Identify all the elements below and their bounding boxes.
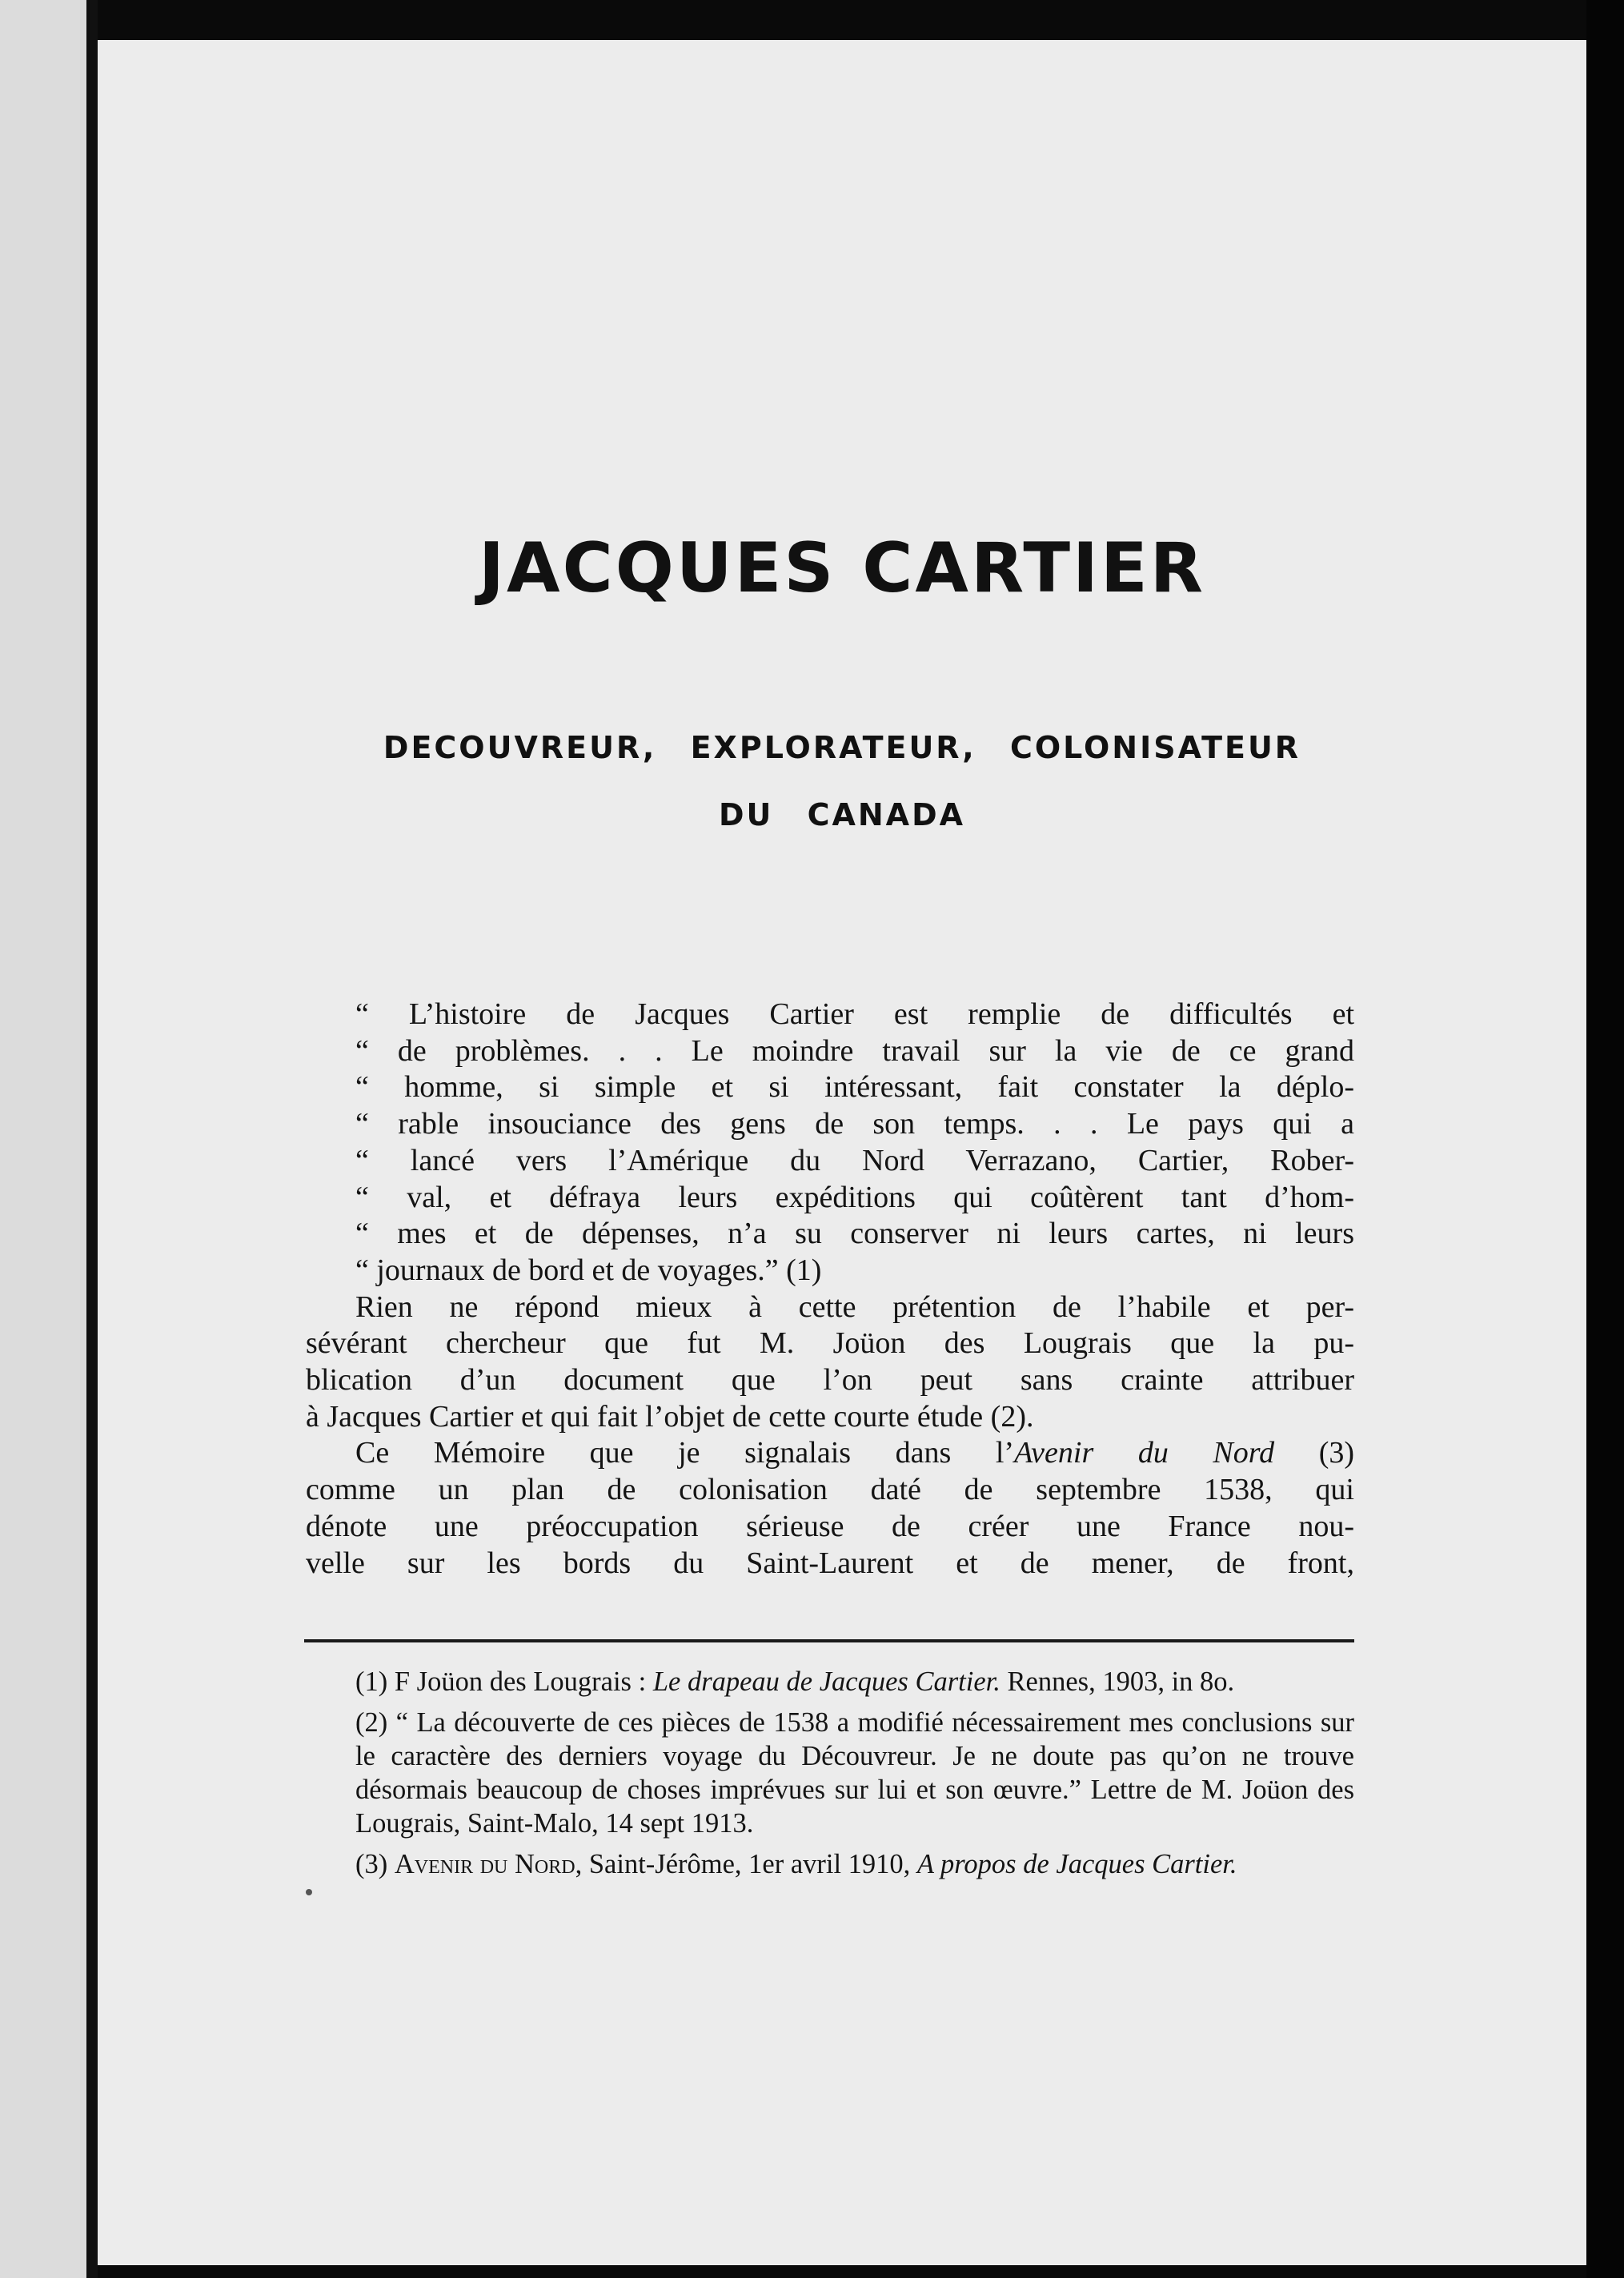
paragraph-line [306, 1435, 1354, 1472]
paragraph-line: à Jacques Cartier et qui fait l’objet de cette courte étude (2). [306, 1399, 1034, 1434]
quote-line: “ homme, si simple et si intéressant, fait constater la déplo- [355, 1070, 1354, 1105]
body-text [306, 997, 1354, 1582]
page-title: JACQUES CARTIER [479, 528, 1205, 608]
paragraph-line: sévérant chercheur que fut M. Joüon des Lougrais que la pu- [306, 1326, 1354, 1361]
quote-line: “ lancé vers l’Amérique du Nord Verrazano, Cartier, Rober- [355, 1143, 1354, 1177]
paragraph-line: Rien ne répond mieux à cette prétention de l’habile et per- [355, 1289, 1354, 1324]
quote-line: “ L’histoire de Jacques Cartier est remplie de difficultés et [355, 997, 1354, 1031]
footnote-1-publication: Rennes, 1903, in 8o. [1007, 1666, 1235, 1697]
footnote-3-journal: Avenir du Nord [394, 1849, 575, 1879]
quote-line: “ mes et de dépenses, n’a su conserver ni leurs cartes, ni leurs [355, 1217, 1354, 1251]
footnote-3-num: (3) [355, 1849, 395, 1879]
paragraph-line: comme un plan de colonisation daté de septembre 1538, qui [306, 1473, 1354, 1507]
subtitle-line-2: DU CANADA [718, 797, 966, 832]
quote-line: “ val, et défraya leurs expéditions qui coûtèrent tant d’hom- [355, 1180, 1354, 1214]
quote-line: “ de problèmes. . . Le moindre travail sur la vie de ce grand [355, 1033, 1354, 1068]
footnote-3 [306, 1847, 1354, 1881]
adjacent-page-edge [0, 0, 86, 2278]
journal-title: Avenir du Nord [1014, 1436, 1275, 1470]
footnotes [306, 1665, 1354, 1888]
footnote-1 [306, 1665, 1354, 1698]
footnote-1-work: Le drapeau de Jacques Cartier. [652, 1666, 1000, 1697]
document-page [98, 40, 1586, 2265]
memoire-text: Ce Mémoire que je signalais dans l’ [355, 1436, 1015, 1470]
scan-speck [306, 1889, 312, 1895]
gutter-shadow [86, 0, 98, 2278]
quote-line: “ journaux de bord et de voyages.” (1) [355, 1253, 822, 1287]
footnote-ref: (3) [1274, 1436, 1355, 1470]
footnote-3-title: A propos de Jacques Cartier. [916, 1849, 1237, 1879]
footnote-2: (2) “ La découverte de ces pièces de 1538 a modifié nécessairement mes conclusions sur le caractère des derniers voyage du Découvreur. Je ne doute pas qu’on ne trouve désormais beaucoup de choses imprévues sur lui et son œuvre.” Lettre de M. Joüon des Lougrais, Saint-Malo, 14 sept 1913. [355, 1707, 1354, 1839]
footnote-divider [304, 1639, 1354, 1642]
paragraph-line: velle sur les bords du Saint-Laurent et de mener, de front, [306, 1546, 1354, 1580]
subtitle-line-1: DECOUVREUR, EXPLORATEUR, COLONISATEUR [383, 730, 1301, 765]
quote-line: “ rable insouciance des gens de son temps. . . Le pays qui a [355, 1107, 1354, 1141]
footnote-3-place: , Saint-Jérôme, 1er avril 1910, [575, 1849, 917, 1879]
paragraph-line: dénote une préoccupation sérieuse de créer une France nou- [306, 1509, 1354, 1543]
paragraph-line: blication d’un document que l’on peut sans crainte attribuer [306, 1363, 1354, 1398]
scan-border [1586, 0, 1624, 2278]
footnote-1-author: (1) F Joüon des Lougrais : [355, 1666, 653, 1697]
